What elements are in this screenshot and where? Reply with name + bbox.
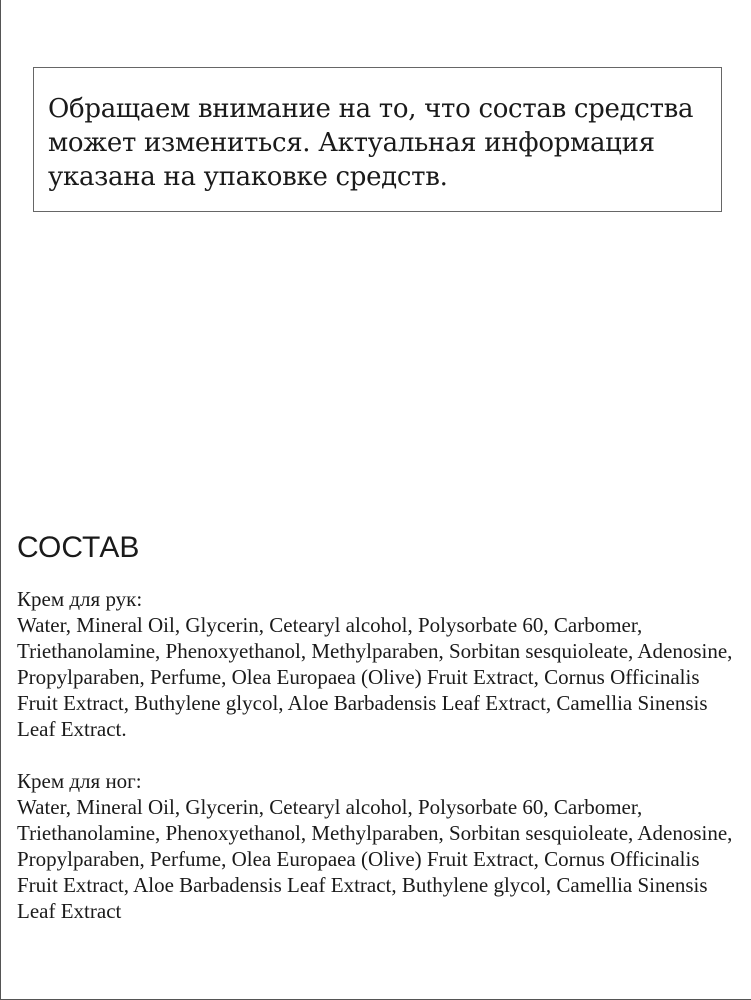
composition-notice [33,67,722,212]
composition-section [17,528,737,924]
hand-cream-ingredients [17,586,737,742]
foot-cream-label: Крем для ног: [17,769,142,793]
composition-title: СОСТАВ [17,531,140,564]
hand-cream-ingredient-list: Water, Mineral Oil, Glycerin, Cetearyl alcohol, Polysorbate 60, Carbomer, Triethanolamine, Phenoxyethanol, Methylparaben, Sorbitan sesquioleate, Adenosine, Propylparaben, Perfume, Olea Europaea (Olive) Fruit Extract, Cornus Officinalis Fruit Extract, Buthylene glycol, Aloe Barbadensis Leaf Extract, Camellia Sinensis Leaf Extract. [17,613,733,741]
foot-cream-ingredient-list: Water, Mineral Oil, Glycerin, Cetearyl alcohol, Polysorbate 60, Carbomer, Triethanolamine, Phenoxyethanol, Methylparaben, Sorbitan sesquioleate, Adenosine, Propylparaben, Perfume, Olea Europaea (Olive) Fruit Extract, Cornus Officinalis Fruit Extract, Aloe Barbadensis Leaf Extract, Buthylene glycol, Camellia Sinensis Leaf Extract [17,795,733,923]
foot-cream-ingredients [17,768,737,924]
hand-cream-label: Крем для рук: [17,587,143,611]
notice-text: Обращаем внимание на то, что состав средства может измениться. Актуальная информация указана на упаковке средств. [48,94,694,192]
